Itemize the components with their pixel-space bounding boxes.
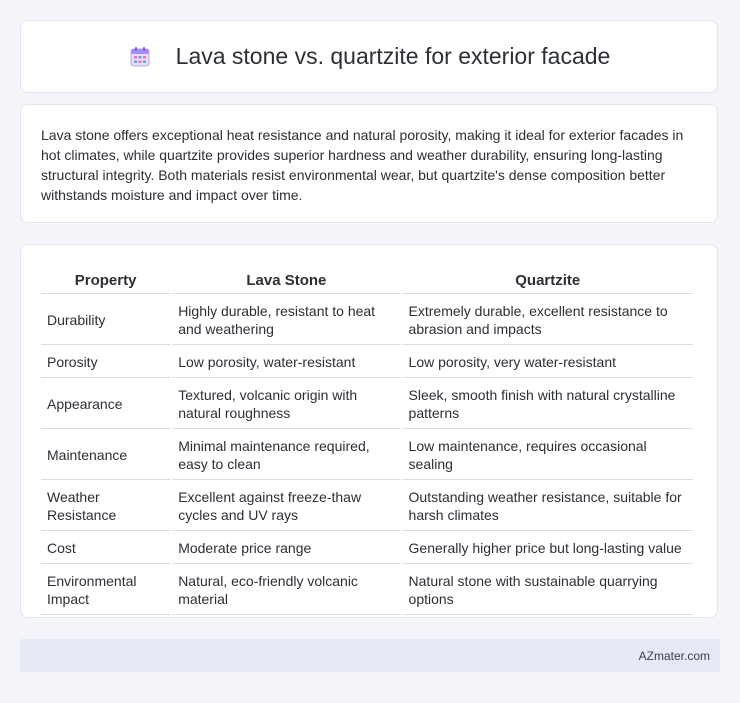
cell-lava-stone: Excellent against freeze-thaw cycles and UV rays (172, 482, 400, 531)
cell-quartzite: Generally higher price but long-lasting value (403, 533, 693, 564)
cell-lava-stone: Low porosity, water-resistant (172, 347, 400, 378)
footer-bar (20, 639, 720, 672)
cell-lava-stone: Textured, volcanic origin with natural roughness (172, 380, 400, 429)
cell-quartzite: Outstanding weather resistance, suitable for harsh climates (403, 482, 693, 531)
cell-quartzite: Extremely durable, excellent resistance to abrasion and impacts (403, 296, 693, 345)
cell-quartzite: Sleek, smooth finish with natural crystalline patterns (403, 380, 693, 429)
table-row (41, 347, 693, 378)
cell-lava-stone: Minimal maintenance required, easy to clean (172, 431, 400, 480)
table-card (20, 244, 718, 618)
cell-property: Cost (41, 533, 170, 564)
table-row (41, 296, 693, 345)
title-card (20, 20, 718, 93)
cell-lava-stone: Highly durable, resistant to heat and weathering (172, 296, 400, 345)
table-row (41, 482, 693, 531)
table-row (41, 566, 693, 615)
cell-lava-stone: Natural, eco-friendly volcanic material (172, 566, 400, 615)
page-title: Lava stone vs. quartzite for exterior facade (175, 43, 611, 69)
cell-property: Appearance (41, 380, 170, 429)
header-lava-stone: Lava Stone (172, 265, 400, 294)
cell-property: Durability (41, 296, 170, 345)
footer-site-name: AZmater.com (638, 648, 710, 663)
calendar-icon (128, 45, 152, 69)
table-row (41, 431, 693, 480)
cell-property: Porosity (41, 347, 170, 378)
summary-text: Lava stone offers exceptional heat resistance and natural porosity, making it ideal for exterior facades in hot climates, while quartzite provides superior hardness and weather durability, ensuring long-lasting structural integrity. Both materials resist environmental wear, but quartzite's dense composition better withstands moisture and impact over time. (41, 127, 684, 203)
cell-lava-stone: Moderate price range (172, 533, 400, 564)
table-header-row (41, 265, 693, 294)
cell-quartzite: Low maintenance, requires occasional sealing (403, 431, 693, 480)
header-property: Property (41, 265, 170, 294)
summary-card (20, 104, 718, 223)
table-row (41, 533, 693, 564)
cell-property: Maintenance (41, 431, 170, 480)
cell-quartzite: Natural stone with sustainable quarrying options (403, 566, 693, 615)
table-row (41, 380, 693, 429)
header-quartzite: Quartzite (403, 265, 693, 294)
cell-property: Environmental Impact (41, 566, 170, 615)
cell-property: Weather Resistance (41, 482, 170, 531)
comparison-table (39, 263, 695, 617)
cell-quartzite: Low porosity, very water-resistant (403, 347, 693, 378)
